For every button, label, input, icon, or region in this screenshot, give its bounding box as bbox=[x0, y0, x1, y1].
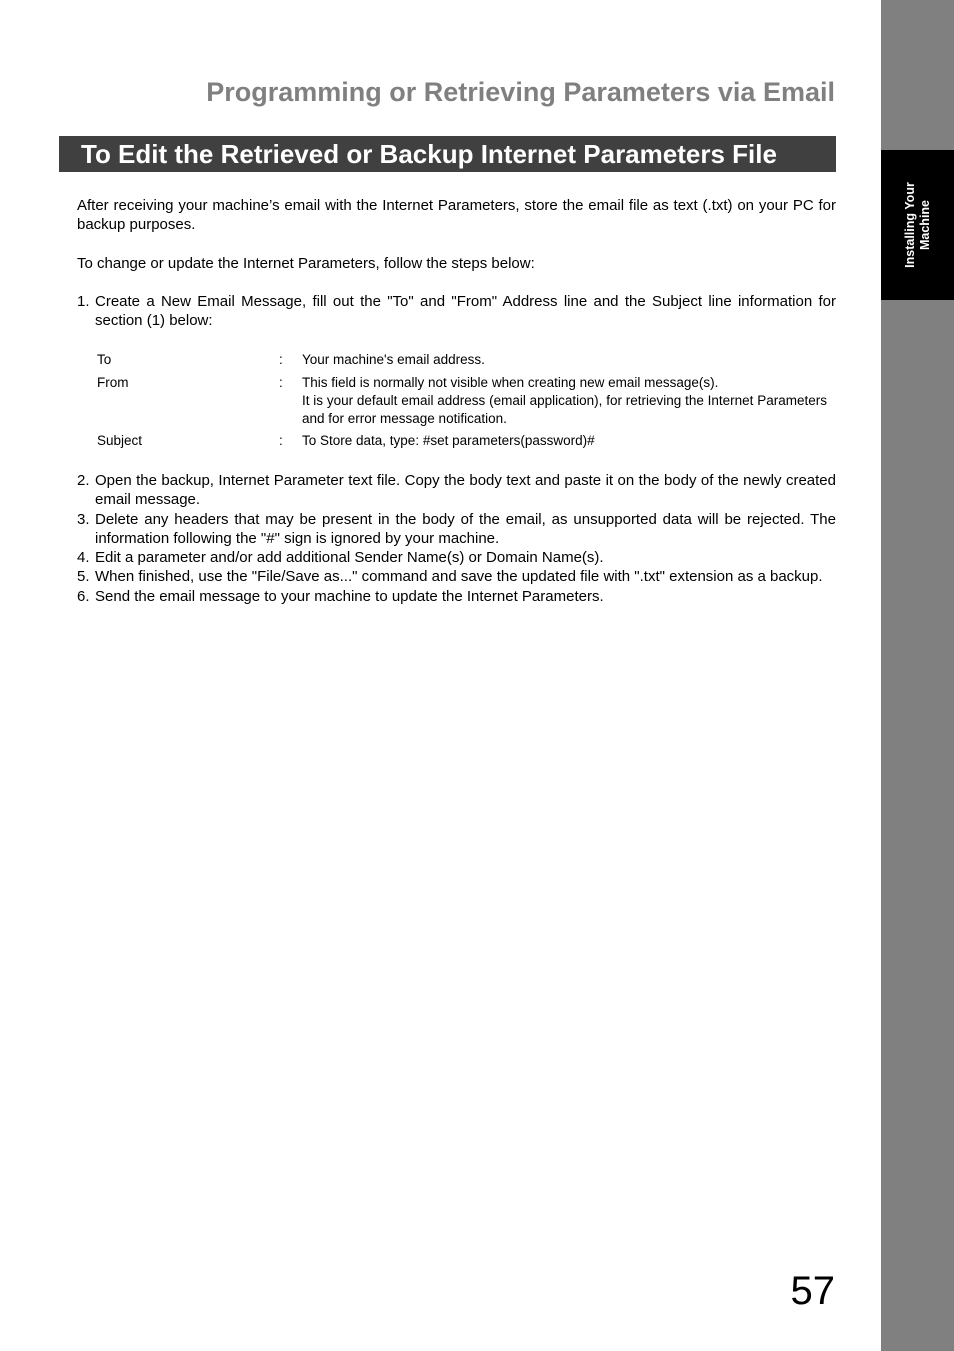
step-text: Delete any headers that may be present in the body of the email, as unsupported data will be rejected. The information following the "#" sign is ignored by your machine. bbox=[95, 510, 836, 547]
step-text: Open the backup, Internet Parameter text file. Copy the body text and paste it on the body of the newly created email message. bbox=[95, 472, 836, 509]
page-number: 57 bbox=[790, 1269, 835, 1313]
step-text: Create a New Email Message, fill out the "To" and "From" Address line and the Subject line information for section (1) below: bbox=[95, 293, 836, 330]
field-label: Subject bbox=[97, 433, 143, 448]
page-title: Programming or Retrieving Parameters via Email bbox=[206, 77, 835, 107]
step-number: 3. bbox=[77, 510, 90, 528]
chapter-tab-line-1: Installing Your bbox=[902, 182, 917, 268]
step-item bbox=[77, 292, 836, 331]
field-value-line: This field is normally not visible when creating new email message(s). bbox=[302, 375, 719, 390]
field-value bbox=[302, 351, 827, 369]
field-colon: : bbox=[279, 375, 283, 390]
step-list-first bbox=[77, 292, 836, 331]
chapter-tab-line-2: Machine bbox=[917, 199, 932, 251]
step-item bbox=[77, 471, 836, 510]
field-value-line: Your machine's email address. bbox=[302, 352, 485, 367]
field-colon: : bbox=[279, 352, 283, 367]
step-item bbox=[77, 510, 836, 549]
field-colon: : bbox=[279, 433, 283, 448]
step-number: 6. bbox=[77, 587, 90, 605]
field-value-line: It is your default email address (email application), for retrieving the Internet Parameters and for error message notification. bbox=[302, 393, 827, 426]
lead-paragraph: To change or update the Internet Parameters, follow the steps below: bbox=[77, 255, 535, 272]
step-list bbox=[77, 471, 836, 606]
field-value bbox=[302, 432, 827, 450]
field-value-line: To Store data, type: #set parameters(password)# bbox=[302, 433, 595, 448]
step-item bbox=[77, 548, 836, 567]
field-label: To bbox=[97, 352, 112, 367]
step-text: Send the email message to your machine to update the Internet Parameters. bbox=[95, 587, 604, 605]
step-text: When finished, use the "File/Save as..." command and save the updated file with ".txt" extension as a backup. bbox=[95, 568, 823, 586]
section-title: To Edit the Retrieved or Backup Internet Parameters File bbox=[81, 139, 777, 169]
step-item bbox=[77, 567, 836, 586]
chapter-tab bbox=[881, 150, 954, 300]
section-heading-bar bbox=[59, 136, 836, 172]
field-label: From bbox=[97, 375, 129, 390]
step-number: 5. bbox=[77, 568, 90, 586]
chapter-tab-label bbox=[903, 182, 933, 268]
step-item bbox=[77, 587, 836, 606]
step-number: 2. bbox=[77, 472, 90, 489]
step-number: 1. bbox=[77, 293, 90, 310]
field-value bbox=[302, 374, 827, 428]
intro-paragraph: After receiving your machine’s email with the Internet Parameters, store the email file as text (.txt) on your PC for backup purposes. bbox=[77, 197, 836, 233]
step-number: 4. bbox=[77, 549, 90, 567]
step-text: Edit a parameter and/or add additional Sender Name(s) or Domain Name(s). bbox=[95, 549, 604, 567]
